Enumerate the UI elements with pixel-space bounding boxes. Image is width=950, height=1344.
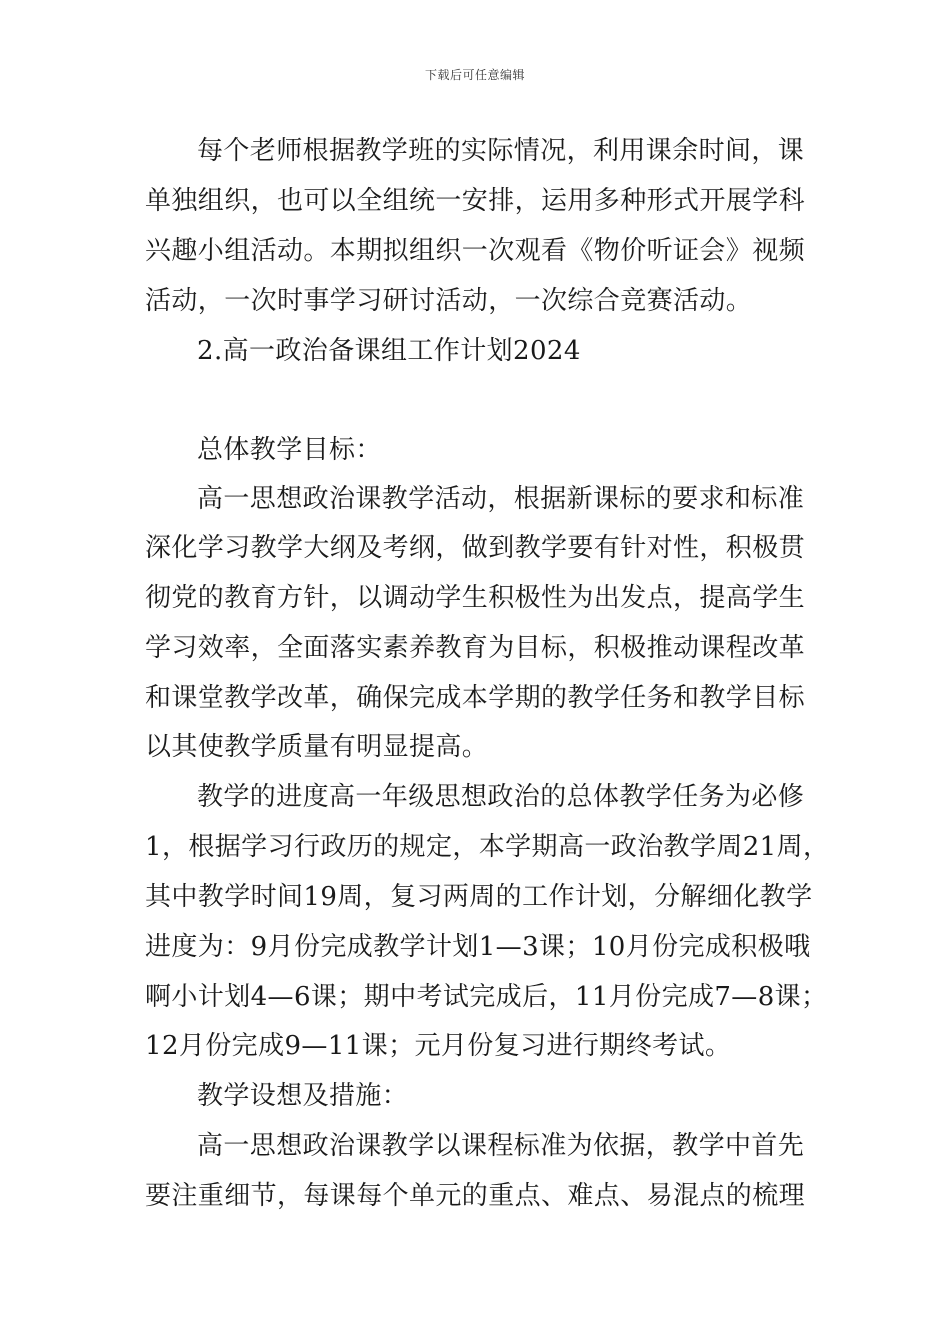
paragraph-line: 其中教学时间19周，复习两周的工作计划，分解细化教学: [145, 882, 813, 912]
paragraph-line: 12月份完成9—11课；元月份复习进行期终考试。: [145, 1031, 732, 1061]
paragraph-line: 兴趣小组活动。本期拟组织一次观看《物价听证会》视频: [145, 236, 806, 266]
paragraph-line: 高一思想政治课教学活动，根据新课标的要求和标准: [197, 484, 805, 514]
paragraph-line: 彻党的教育方针，以调动学生积极性为出发点，提高学生: [145, 583, 806, 613]
section-heading: 总体教学目标：: [197, 435, 382, 465]
paragraph-line: 和课堂教学改革，确保完成本学期的教学任务和教学目标: [145, 683, 806, 713]
paragraph-line: 进度为：9月份完成教学计划1—3课；10月份完成积极哦: [145, 932, 811, 962]
paragraph-line: 深化学习教学大纲及考纲，做到教学要有针对性，积极贯: [145, 533, 806, 563]
paragraph-line: 要注重细节，每课每个单元的重点、难点、易混点的梳理: [145, 1181, 806, 1211]
paragraph-line: 1，根据学习行政历的规定，本学期高一政治教学周21周，: [145, 832, 830, 862]
paragraph-line: 学习效率，全面落实素养教育为目标，积极推动课程改革: [145, 633, 806, 663]
paragraph-line: 高一思想政治课教学以课程标准为依据，教学中首先: [197, 1131, 805, 1161]
paragraph-line: 活动，一次时事学习研讨活动，一次综合竞赛活动。: [145, 286, 753, 316]
paragraph-line: 每个老师根据教学班的实际情况，利用课余时间，课: [197, 136, 805, 166]
page-header: 下载后可任意编辑: [424, 68, 525, 82]
paragraph-line: 单独组织，也可以全组统一安排，运用多种形式开展学科: [145, 186, 806, 216]
paragraph-line: 啊小计划4—6课；期中考试完成后，11月份完成7—8课；: [145, 982, 828, 1012]
paragraph-line: 以其使教学质量有明显提高。: [145, 732, 489, 762]
paragraph-line: 教学的进度高一年级思想政治的总体教学任务为必修: [197, 782, 805, 812]
section-heading: 2.高一政治备课组工作计划2024: [197, 336, 581, 366]
section-heading: 教学设想及措施：: [197, 1081, 409, 1111]
